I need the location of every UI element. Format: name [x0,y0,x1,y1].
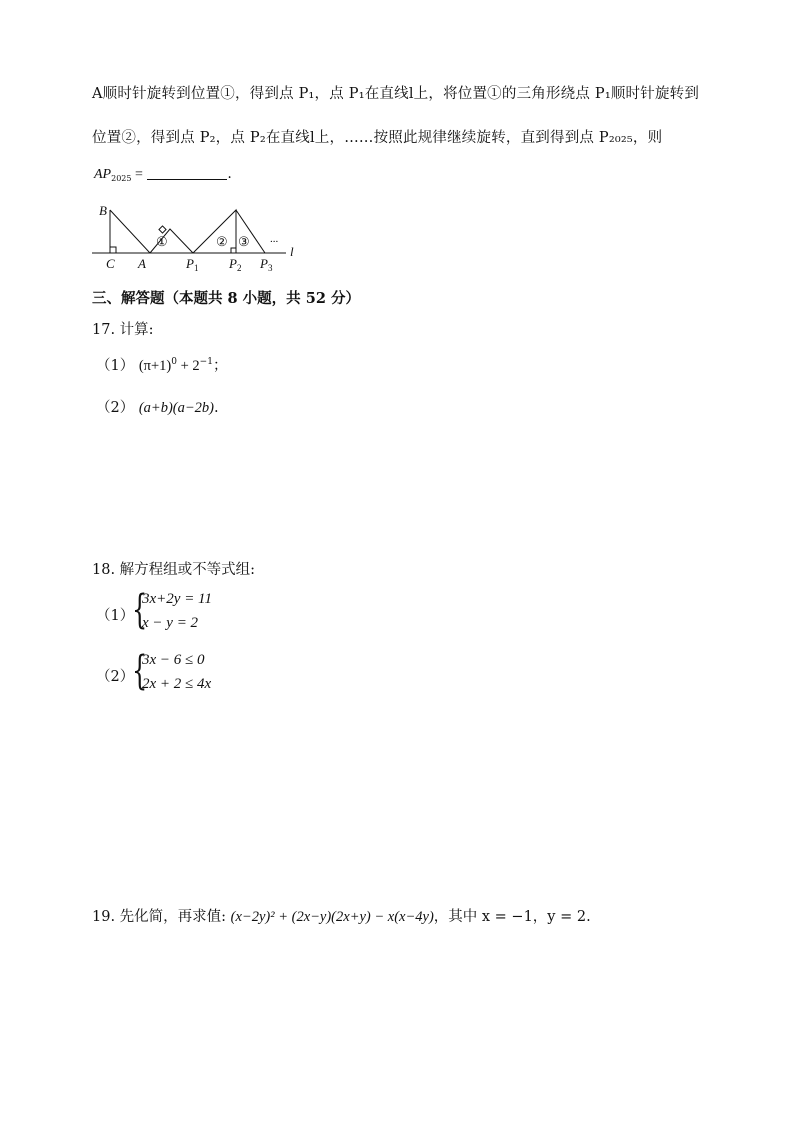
q18-p1-eq2: x − y = 2 [142,615,199,631]
q18-p2-brace: { [132,648,148,694]
q18-p1-eq1: 3x+2y = 11 [142,591,212,607]
q17-part1 [96,354,227,375]
answer-end: . [227,166,232,182]
q17-p2-expr: (a+b)(a−2b) [138,400,214,416]
problem16-answer-line [94,166,232,183]
circle-2: ② [216,234,228,249]
dots: ... [270,233,279,245]
q18-title: 18. 解方程组或不等式组: [92,562,256,578]
q17-part2 [96,396,219,417]
answer-blank[interactable] [147,167,227,180]
label-B: B [99,203,107,218]
q19-cond: ，其中 x = −1，y = 2. [433,909,591,925]
q17-p1-end: ； [212,358,228,374]
q18-p1-brace: { [132,587,148,633]
problem16-line1: A顺时针旋转到位置①，得到点 P₁，点 P₁在直线l上，将位置①的三角形绕点 P₁顺时针旋转到 [92,86,700,102]
right-angle-1 [159,226,166,233]
q19-expr: (x−2y)² + (2x−y)(2x+y) − x(x−4y) [230,909,434,925]
problem16-line2: 位置②，得到点 P₂，点 P₂在直线l上，……按照此规律继续旋转，直到得到点 P₂₀₂₅，则 [92,130,663,146]
q18-p2-eq2: 2x + 2 ≤ 4x [142,676,212,692]
label-P2: $P_2$ [229,256,242,273]
label-P1: $P_1$ [186,256,199,273]
q17-p1-expr-b: + 2 [176,358,200,374]
answer-prefix: AP [94,167,112,182]
q19-title: 19. 先化简，再求值: [92,909,227,925]
right-angle-c [110,247,116,253]
q17-p1-num: （1） [96,358,135,374]
section3-heading: 三、解答题（本题共 8 小题，共 52 分） [92,290,360,307]
triangle-2 [193,210,236,253]
label-l: l [290,244,294,259]
q18-p2-eq1: 3x − 6 ≤ 0 [142,652,205,668]
label-C: C [106,256,115,271]
right-angle-2 [231,248,236,253]
q17-p1-expr-a: (π+1) [138,358,172,374]
answer-sub: 2025 [111,174,132,183]
q17-p1-exp0: 0 [171,357,177,367]
q17-p2-end: . [213,400,219,416]
q18-p2-num: （2） [96,669,135,685]
label-P3: $P_3$ [260,256,273,273]
q18-p1-num: （1） [96,608,135,624]
q17-p2-num: （2） [96,400,135,416]
q17-title: 17. 计算: [92,322,154,338]
q19-line [92,905,591,926]
circle-1: ① [156,234,168,249]
answer-eq: = [131,167,143,182]
rotation-figure [90,198,310,278]
q17-p1-exp1: −1 [199,357,213,367]
label-A: A [138,256,146,271]
circle-3: ③ [238,234,250,249]
